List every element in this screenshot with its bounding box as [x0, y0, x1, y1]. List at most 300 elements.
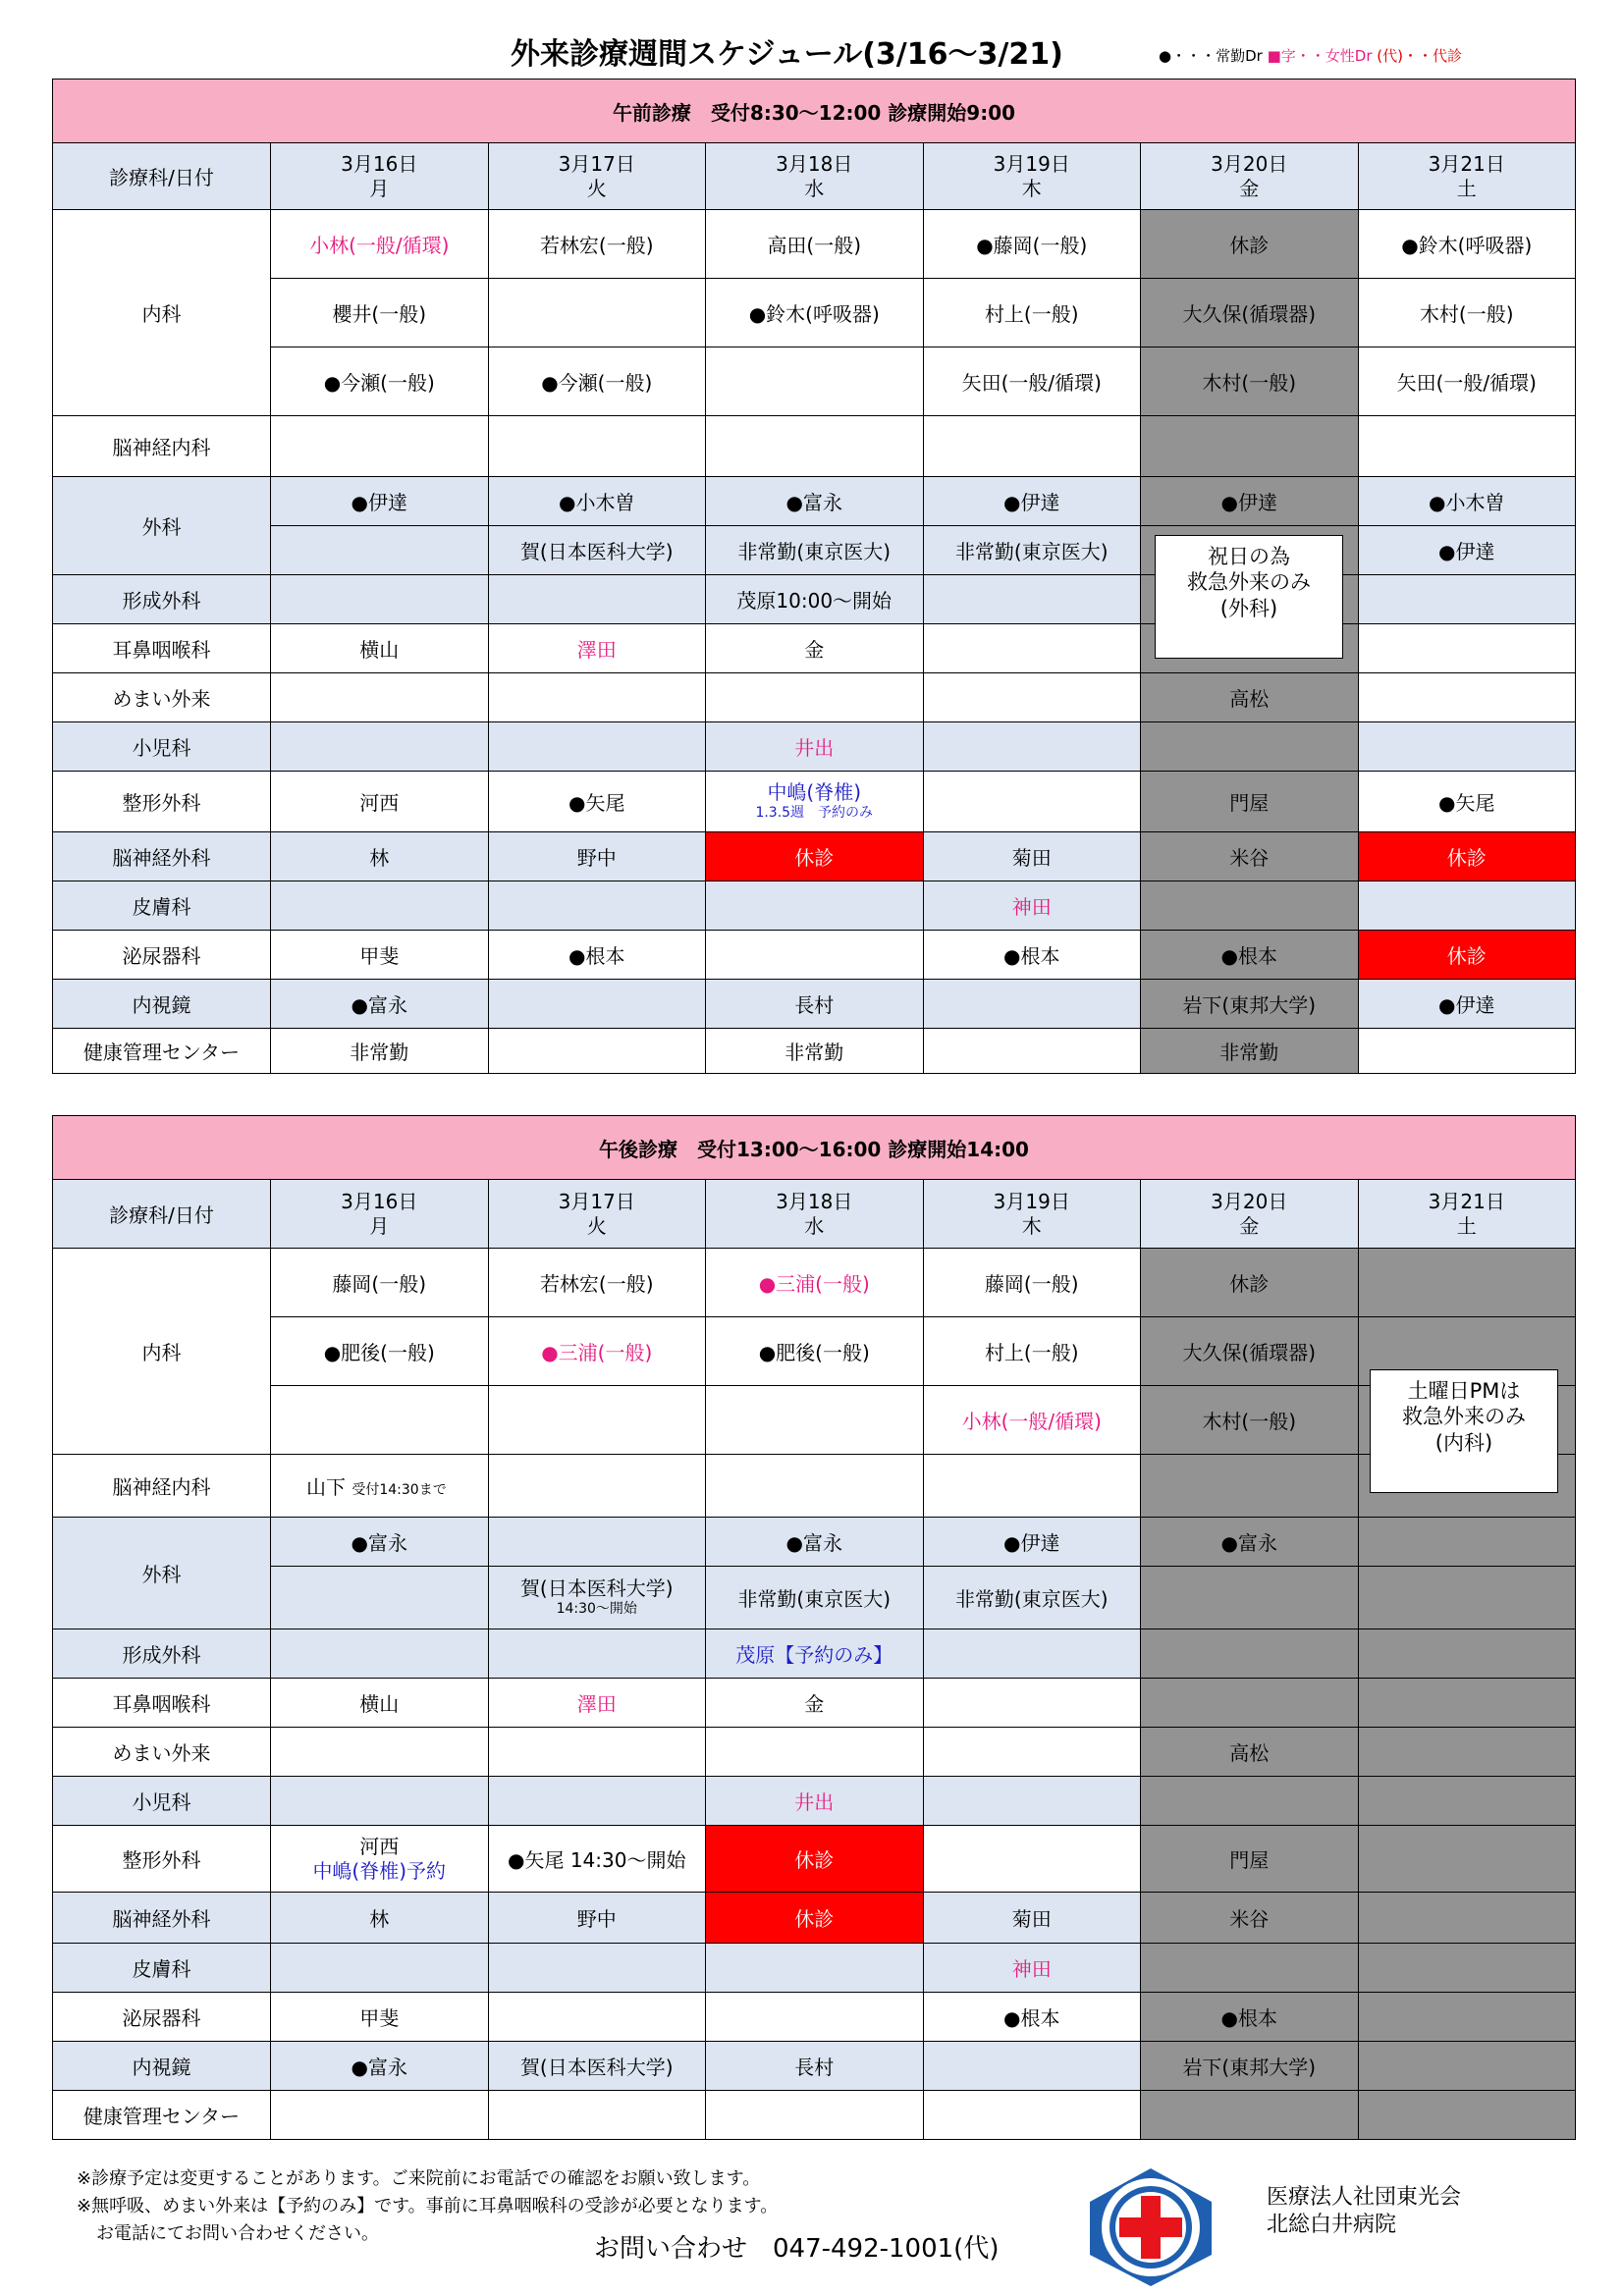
- cell-text: 土: [1456, 176, 1477, 200]
- cell: 小林(一般/循環): [923, 1386, 1141, 1455]
- dept-label: 耳鼻咽喉科: [53, 1679, 271, 1728]
- cell-text: 山下: [306, 1475, 346, 1499]
- cell: [706, 347, 924, 416]
- dept-label: 脳神経内科: [53, 1455, 271, 1518]
- legend-substitute: (代)・・代診: [1377, 47, 1462, 65]
- cell: ●伊達: [1141, 477, 1359, 526]
- cell-text: 1.3.5週 予約のみ: [755, 805, 874, 822]
- table-row: [53, 279, 1576, 347]
- cell-text: 救急外来のみ: [1187, 570, 1311, 595]
- dept-label: 外科: [53, 477, 271, 575]
- cell: [488, 279, 706, 347]
- empty-cell: [488, 722, 706, 772]
- cell-text: 3月16日: [341, 151, 418, 176]
- cell: 門屋: [1141, 772, 1359, 832]
- cell-text: 3月19日: [993, 151, 1070, 176]
- cell: [488, 1567, 706, 1629]
- legend-regular: ●・・・常勤Dr: [1159, 47, 1263, 65]
- cell-text: 医療法人社団東光会: [1267, 2185, 1462, 2210]
- dept-header: 診療科/日付: [53, 1180, 271, 1249]
- cell-text: 中嶋(脊椎): [767, 780, 862, 805]
- dept-label: 内科: [53, 210, 271, 416]
- empty-cell: [706, 1386, 924, 1455]
- cell-text: 金: [1239, 1213, 1260, 1238]
- footer-note-3: お電話にてお問い合わせください。: [96, 2223, 379, 2244]
- empty-cell: [923, 1679, 1141, 1728]
- empty-cell: [923, 980, 1141, 1029]
- cell: 井出: [706, 1777, 924, 1826]
- cell-text: 3月19日: [993, 1189, 1070, 1213]
- empty-cell: [706, 2091, 924, 2140]
- cell: 木村(一般): [1141, 347, 1359, 416]
- cell-text: (内科): [1434, 1430, 1493, 1455]
- empty-cell: [1358, 416, 1576, 477]
- organization-name: [1267, 2184, 1461, 2238]
- empty-cell: [271, 2091, 489, 2140]
- cell-text: 金: [1239, 176, 1260, 200]
- cell: 金: [706, 624, 924, 673]
- empty-cell: [271, 881, 489, 931]
- cell: 野中: [488, 832, 706, 881]
- cell: ●富永: [271, 1518, 489, 1567]
- empty-cell: [271, 416, 489, 477]
- footer-note-1: ※診療予定は変更することがあります。ご来院前にお電話での確認をお願い致します。: [77, 2168, 761, 2189]
- cell: 茂原10:00〜開始: [706, 575, 924, 624]
- cell: ●伊達: [923, 1518, 1141, 1567]
- empty-cell: [1358, 1629, 1576, 1679]
- cell: ●根本: [488, 931, 706, 980]
- table-row: [53, 1629, 1576, 1679]
- cell-text: 土: [1456, 1213, 1477, 1238]
- cell: 休診: [1358, 832, 1576, 881]
- cell: [706, 772, 924, 832]
- dept-label: 形成外科: [53, 575, 271, 624]
- table-row: [53, 1777, 1576, 1826]
- am-header: 午前診療 受付8:30〜12:00 診療開始9:00: [53, 80, 1576, 143]
- cell-text: 3月17日: [558, 151, 635, 176]
- empty-cell: [923, 1629, 1141, 1679]
- cell: ●矢尾: [1358, 772, 1576, 832]
- cell: 休診: [1141, 1249, 1359, 1317]
- cell: ●富永: [706, 1518, 924, 1567]
- cell-text: 祝日の為: [1208, 545, 1290, 568]
- cell: 岩下(東邦大学): [1141, 2042, 1359, 2091]
- empty-cell: [271, 1728, 489, 1777]
- cell: 木村(一般): [1358, 279, 1576, 347]
- empty-cell: [271, 1629, 489, 1679]
- dept-label: めまい外来: [53, 1728, 271, 1777]
- table-row: [53, 1993, 1576, 2042]
- cell: 非常勤: [706, 1029, 924, 1074]
- cell: ●今瀬(一般): [271, 347, 489, 416]
- empty-cell: [1358, 575, 1576, 624]
- day-cell: [488, 1180, 706, 1249]
- cell: ●今瀬(一般): [488, 347, 706, 416]
- empty-cell: [923, 2091, 1141, 2140]
- cell: [271, 1455, 489, 1518]
- cell-text: 火: [586, 176, 607, 200]
- empty-cell: [271, 1567, 489, 1629]
- empty-cell: [1358, 1728, 1576, 1777]
- empty-cell: [1358, 1518, 1576, 1567]
- empty-cell: [488, 575, 706, 624]
- cell: ●根本: [923, 1993, 1141, 2042]
- cell: 非常勤: [271, 1029, 489, 1074]
- cell-text: 月: [369, 1213, 390, 1238]
- empty-cell: [1358, 1679, 1576, 1728]
- cell: 若林宏(一般): [488, 1249, 706, 1317]
- cell: 大久保(循環器): [1141, 279, 1359, 347]
- cell: 米谷: [1141, 1893, 1359, 1944]
- cell: ●伊達: [271, 477, 489, 526]
- cell-text: 水: [804, 176, 825, 200]
- table-row: [53, 1944, 1576, 1993]
- table-row: [53, 2091, 1576, 2140]
- cell: 矢田(一般/循環): [1358, 347, 1576, 416]
- dept-label: 皮膚科: [53, 881, 271, 931]
- cell: 休診: [706, 832, 924, 881]
- table-row: [53, 881, 1576, 931]
- cell: 非常勤: [1141, 1029, 1359, 1074]
- empty-cell: [1141, 1567, 1359, 1629]
- empty-cell: [1358, 1029, 1576, 1074]
- dept-label: 皮膚科: [53, 1944, 271, 1993]
- cell: 若林宏(一般): [488, 210, 706, 279]
- empty-cell: [1141, 1629, 1359, 1679]
- cell: ●根本: [1141, 1993, 1359, 2042]
- empty-cell: [488, 673, 706, 722]
- cell: ●富永: [271, 2042, 489, 2091]
- cell: 澤田: [488, 1679, 706, 1728]
- empty-cell: [1141, 1777, 1359, 1826]
- day-cell: [1141, 1180, 1359, 1249]
- empty-cell: [488, 1029, 706, 1074]
- empty-cell: [1358, 2042, 1576, 2091]
- table-row: [53, 526, 1576, 575]
- empty-cell: [1141, 1944, 1359, 1993]
- empty-cell: [488, 1386, 706, 1455]
- table-row: [53, 2042, 1576, 2091]
- cell: 菊田: [923, 832, 1141, 881]
- empty-cell: [488, 1728, 706, 1777]
- empty-cell: [923, 575, 1141, 624]
- empty-cell: [488, 1944, 706, 1993]
- table-row: [53, 624, 1576, 673]
- cell: 野中: [488, 1893, 706, 1944]
- day-cell: [1141, 143, 1359, 210]
- cell-text: 3月20日: [1211, 1189, 1288, 1213]
- cell-text: 水: [804, 1213, 825, 1238]
- cell: ●肥後(一般): [706, 1317, 924, 1386]
- dept-label: 泌尿器科: [53, 1993, 271, 2042]
- cell: 非常勤(東京医大): [923, 1567, 1141, 1629]
- table-row: [53, 1386, 1576, 1455]
- dept-label: 小児科: [53, 722, 271, 772]
- table-row: [53, 416, 1576, 477]
- cell: 村上(一般): [923, 279, 1141, 347]
- cell: ●伊達: [923, 477, 1141, 526]
- cell: ●小木曽: [1358, 477, 1576, 526]
- empty-cell: [923, 772, 1141, 832]
- empty-cell: [706, 673, 924, 722]
- dept-label: 脳神経外科: [53, 1893, 271, 1944]
- table-row: [53, 980, 1576, 1029]
- empty-cell: [706, 1728, 924, 1777]
- dept-label: めまい外来: [53, 673, 271, 722]
- table-row: [53, 347, 1576, 416]
- day-cell: [271, 1180, 489, 1249]
- empty-cell: [271, 575, 489, 624]
- empty-cell: [706, 1944, 924, 1993]
- cell-text: 木: [1021, 176, 1042, 200]
- empty-cell: [923, 1455, 1141, 1518]
- cell-text: 3月16日: [341, 1189, 418, 1213]
- cell-text: 3月20日: [1211, 151, 1288, 176]
- cell: 金: [706, 1679, 924, 1728]
- empty-cell: [1358, 624, 1576, 673]
- empty-cell: [923, 1029, 1141, 1074]
- cell-text: 賀(日本医科大学): [519, 1576, 674, 1601]
- dept-label: 形成外科: [53, 1629, 271, 1679]
- day-cell: [923, 1180, 1141, 1249]
- dept-header: 診療科/日付: [53, 143, 271, 210]
- cell-text: 月: [369, 176, 390, 200]
- table-row: [53, 832, 1576, 881]
- day-cell: [1358, 143, 1576, 210]
- table-row: [53, 1317, 1576, 1386]
- day-cell: [271, 143, 489, 210]
- cell: 河西: [271, 772, 489, 832]
- table-row: [53, 1249, 1576, 1317]
- table-row: [53, 1826, 1576, 1893]
- cell: 藤岡(一般): [271, 1249, 489, 1317]
- empty-cell: [1358, 1993, 1576, 2042]
- cell: 長村: [706, 980, 924, 1029]
- dept-label: 内視鏡: [53, 2042, 271, 2091]
- cell: ●肥後(一般): [271, 1317, 489, 1386]
- dept-label: 耳鼻咽喉科: [53, 624, 271, 673]
- dept-label: 健康管理センター: [53, 2091, 271, 2140]
- empty-cell: [923, 722, 1141, 772]
- cell: 休診: [706, 1826, 924, 1893]
- empty-cell: [271, 1777, 489, 1826]
- cell: 櫻井(一般): [271, 279, 489, 347]
- empty-cell: [271, 673, 489, 722]
- table-row: [53, 575, 1576, 624]
- empty-cell: [1358, 1249, 1576, 1317]
- cell-text: (外科): [1219, 596, 1278, 620]
- table-row: [53, 210, 1576, 279]
- cell-text: 3月18日: [776, 1189, 853, 1213]
- empty-cell: [923, 624, 1141, 673]
- day-cell: [1358, 1180, 1576, 1249]
- cell: 林: [271, 832, 489, 881]
- legend: [1159, 45, 1462, 66]
- cell: 長村: [706, 2042, 924, 2091]
- empty-cell: [1358, 1944, 1576, 1993]
- footer-note-2: ※無呼吸、めまい外来は【予約のみ】です。事前に耳鼻咽喉科の受診が必要となります。: [77, 2196, 779, 2216]
- empty-cell: [488, 1629, 706, 1679]
- cell: 菊田: [923, 1893, 1141, 1944]
- cell: ●三浦(一般): [488, 1317, 706, 1386]
- empty-cell: [488, 1777, 706, 1826]
- cell-text: 中嶋(脊椎)予約: [312, 1858, 447, 1883]
- empty-cell: [1358, 673, 1576, 722]
- empty-cell: [1141, 881, 1359, 931]
- cell: ●伊達: [1358, 980, 1576, 1029]
- cell: ●根本: [923, 931, 1141, 980]
- cell-text: 木: [1021, 1213, 1042, 1238]
- cell: 神田: [923, 881, 1141, 931]
- table-row: [53, 477, 1576, 526]
- empty-cell: [271, 722, 489, 772]
- empty-cell: [923, 1826, 1141, 1893]
- cell-text: 北総白井病院: [1267, 2212, 1397, 2237]
- cell: 非常勤(東京医大): [706, 1567, 924, 1629]
- empty-cell: [923, 673, 1141, 722]
- cell: 高田(一般): [706, 210, 924, 279]
- dept-label: 健康管理センター: [53, 1029, 271, 1074]
- empty-cell: [1141, 2091, 1359, 2140]
- cell: ●藤岡(一般): [923, 210, 1141, 279]
- cell: 高松: [1141, 1728, 1359, 1777]
- cell: ●鈴木(呼吸器): [1358, 210, 1576, 279]
- page-title: 外来診療週間スケジュール(3/16〜3/21): [511, 37, 1063, 72]
- table-row: [53, 1029, 1576, 1074]
- cell: ●富永: [1141, 1518, 1359, 1567]
- cell: ●富永: [706, 477, 924, 526]
- cell: 林: [271, 1893, 489, 1944]
- dept-label: 外科: [53, 1518, 271, 1629]
- empty-cell: [1358, 2091, 1576, 2140]
- table-row: [53, 1893, 1576, 1944]
- am-schedule-table: [52, 79, 1576, 1074]
- dept-label: 内科: [53, 1249, 271, 1455]
- table-row: [53, 1728, 1576, 1777]
- empty-cell: [1141, 1455, 1359, 1518]
- empty-cell: [706, 1455, 924, 1518]
- empty-cell: [706, 931, 924, 980]
- cell-text: 火: [586, 1213, 607, 1238]
- cell: ●富永: [271, 980, 489, 1029]
- cell: 非常勤(東京医大): [923, 526, 1141, 575]
- cell: 横山: [271, 624, 489, 673]
- cell: 岩下(東邦大学): [1141, 980, 1359, 1029]
- empty-cell: [1141, 722, 1359, 772]
- table-row: [53, 1679, 1576, 1728]
- day-cell: [923, 143, 1141, 210]
- pm-date-row: [53, 1180, 1576, 1249]
- cell: 村上(一般): [923, 1317, 1141, 1386]
- holiday-note: [1155, 535, 1343, 659]
- cell: 澤田: [488, 624, 706, 673]
- cell: 賀(日本医科大学): [488, 526, 706, 575]
- contact-phone: お問い合わせ 047-492-1001(代): [594, 2234, 1000, 2264]
- table-row: [53, 1518, 1576, 1567]
- empty-cell: [488, 980, 706, 1029]
- empty-cell: [923, 416, 1141, 477]
- empty-cell: [488, 416, 706, 477]
- empty-cell: [706, 416, 924, 477]
- cell-text: 救急外来のみ: [1402, 1405, 1526, 1429]
- empty-cell: [1141, 1679, 1359, 1728]
- cell: ●鈴木(呼吸器): [706, 279, 924, 347]
- cell: 神田: [923, 1944, 1141, 1993]
- cell: ●根本: [1141, 931, 1359, 980]
- cell: 甲斐: [271, 931, 489, 980]
- empty-cell: [271, 1944, 489, 1993]
- empty-cell: [706, 881, 924, 931]
- cell: 賀(日本医科大学): [488, 2042, 706, 2091]
- cell-text: 3月18日: [776, 151, 853, 176]
- cell-text: 河西: [359, 1834, 400, 1858]
- empty-cell: [271, 1386, 489, 1455]
- dept-label: 小児科: [53, 1777, 271, 1826]
- empty-cell: [923, 2042, 1141, 2091]
- legend-female: ■字・・女性Dr: [1267, 47, 1373, 65]
- cell: 休診: [1141, 210, 1359, 279]
- cell: 小林(一般/循環): [271, 210, 489, 279]
- empty-cell: [488, 1993, 706, 2042]
- table-row: [53, 1567, 1576, 1629]
- cell: 休診: [1358, 931, 1576, 980]
- am-date-row: [53, 143, 1576, 210]
- cell-text: 3月17日: [558, 1189, 635, 1213]
- cell: 木村(一般): [1141, 1386, 1359, 1455]
- cell-text: 受付14:30まで: [352, 1482, 447, 1498]
- empty-cell: [1358, 1893, 1576, 1944]
- cell: 非常勤(東京医大): [706, 526, 924, 575]
- empty-cell: [923, 1728, 1141, 1777]
- table-row: [53, 772, 1576, 832]
- table-row: [53, 1455, 1576, 1518]
- empty-cell: [271, 526, 489, 575]
- dept-label: 内視鏡: [53, 980, 271, 1029]
- dept-label: 脳神経内科: [53, 416, 271, 477]
- cell: 高松: [1141, 673, 1359, 722]
- day-cell: [488, 143, 706, 210]
- cell: ●三浦(一般): [706, 1249, 924, 1317]
- pm-header: 午後診療 受付13:00〜16:00 診療開始14:00: [53, 1116, 1576, 1180]
- empty-cell: [706, 1993, 924, 2042]
- empty-cell: [488, 2091, 706, 2140]
- cell: ●小木曽: [488, 477, 706, 526]
- dept-label: 整形外科: [53, 772, 271, 832]
- cell: 茂原【予約のみ】: [706, 1629, 924, 1679]
- cell: [271, 1826, 489, 1893]
- cell: 大久保(循環器): [1141, 1317, 1359, 1386]
- saturday-note: [1370, 1369, 1558, 1493]
- day-cell: [706, 143, 924, 210]
- empty-cell: [1358, 722, 1576, 772]
- cell: 甲斐: [271, 1993, 489, 2042]
- cell: 米谷: [1141, 832, 1359, 881]
- empty-cell: [1358, 1567, 1576, 1629]
- empty-cell: [923, 1777, 1141, 1826]
- cell: ●矢尾: [488, 772, 706, 832]
- cell-text: 3月21日: [1428, 1189, 1505, 1213]
- day-cell: [706, 1180, 924, 1249]
- cell: 門屋: [1141, 1826, 1359, 1893]
- cell-text: 3月21日: [1428, 151, 1505, 176]
- empty-cell: [488, 1518, 706, 1567]
- cell: 休診: [706, 1893, 924, 1944]
- cell: 横山: [271, 1679, 489, 1728]
- cell-text: 14:30〜開始: [556, 1601, 637, 1618]
- table-row: [53, 673, 1576, 722]
- cell: ●伊達: [1358, 526, 1576, 575]
- empty-cell: [1358, 1777, 1576, 1826]
